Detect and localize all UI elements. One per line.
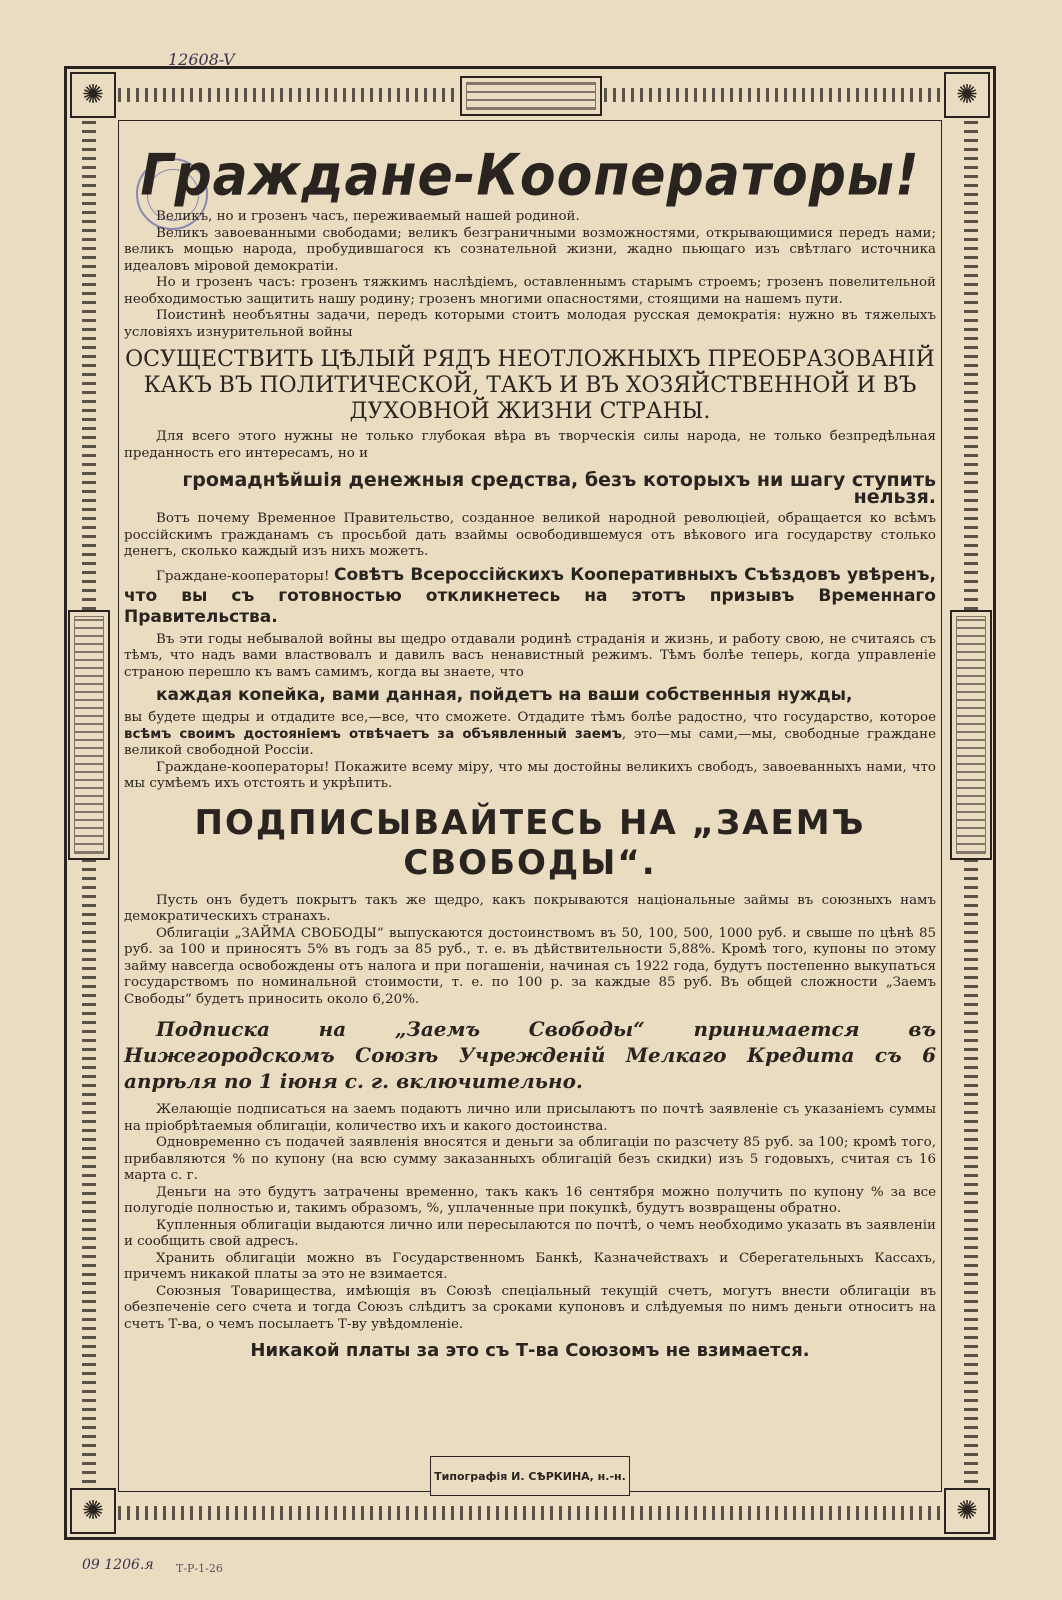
paragraph: Союзныя Товарищества, имѣющія въ Союзѣ спеціальный текущій счетъ, могутъ внести облигаціи въ обезпеченіе сего счета и тогда Союзъ слѣдитъ за сроками купоновъ и слѣдуемыя по нимъ деньги относитъ на счетъ Т-ва, о чемъ посылаетъ Т-ву увѣдомленіе. — [124, 1283, 936, 1332]
right-plaque — [950, 610, 992, 860]
council-statement: Совѣтъ Всероссійскихъ Кооперативныхъ Съѣздовъ увѣренъ, что вы съ готовностью откликнетесь на этотъ призывъ Временнаго Правительства. — [124, 564, 936, 627]
poster-title: Граждане-Кооператоры! — [140, 142, 920, 209]
paragraph: Въ эти годы небывалой войны вы щедро отдавали родинѣ страданія и жизнь, и работу свою, не считаясь съ тѣмъ, что надъ вами властвовалъ и давилъ васъ ненавистный режимъ. Тѣмъ болѣе теперь, когда управленіе страною перешло къ вамъ самимъ, когда вы знаете, что — [124, 631, 936, 680]
paragraph: Одновременно съ подачей заявленія вносятся и деньги за облигаціи по разсчету 85 руб. за 100; кромѣ того, прибавляются % по купону (на всю сумму заказанныхъ облигацій безъ скидки) изъ 5 годовыхъ, считая съ 16 марта с. г. — [124, 1135, 936, 1184]
paragraph: Поистинѣ необъятны задачи, передъ которыми стоитъ молодая русская демократія: нужно въ тяжелыхъ условіяхъ изнурительной войны — [124, 308, 936, 340]
poster-text — [124, 140, 936, 1360]
headline-subscribe: ПОДПИСЫВАЙТЕСЬ НА „ЗАЕМЪ СВОБОДЫ“. — [194, 802, 866, 883]
headline-funds: громаднѣйшія денежныя средства, безъ которыхъ ни шагу ступить нельзя. — [182, 469, 936, 508]
paragraph: Великъ завоеванными свободами; великъ безграничными возможностями, открывающимися передъ нами; великъ мощью народа, пробудившагося къ сознательной жизни, жадно пьющаго изъ свѣтлаго источника идеаловъ міровой демократіи. — [124, 225, 936, 274]
paragraph-council: Граждане-кооператоры! Совѣтъ Всероссійскихъ Кооперативныхъ Съѣздовъ увѣренъ, что вы съ готовностью откликнетесь на этотъ призывъ Временнаго Правительства. — [124, 564, 936, 627]
ornament-rosette-icon: ✺ — [70, 72, 116, 118]
inventory-number: 12608-V — [168, 50, 235, 69]
paragraph: Вотъ почему Временное Правительство, созданное великой народной революціей, обращается ко всѣмъ россійскимъ гражданамъ съ просьбой дать взаймы освободившемуся отъ вѣкового ига государству столько денегъ, сколько каждый изъ нихъ можетъ. — [124, 511, 936, 560]
headline-subscription-place: Подписка на „Заемъ Свободы“ принимается въ Нижегородскомъ Союзѣ Учрежденій Мелкаго Кредита съ 6 апрѣля по 1 іюня с. г. включительно. — [124, 1017, 936, 1094]
bottom-ornament-band — [118, 1506, 942, 1520]
printer-imprint: Типографія И. СѢРКИНА, н.-н. — [430, 1456, 630, 1496]
ornament-rosette-icon: ✺ — [944, 72, 990, 118]
paragraph: Хранить облигаціи можно въ Государственномъ Банкѣ, Казначействахъ и Сберегательныхъ Кассахъ, причемъ никакой платы за это не взимается. — [124, 1250, 936, 1283]
inventory-number-bottom: 09 1206.я — [82, 1557, 154, 1573]
headline-kopeck: каждая копейка, вами данная, пойдетъ на ваши собственныя нужды, — [156, 685, 853, 706]
inventory-code-bottom: Т-Р-1-26 — [176, 1562, 223, 1575]
paragraph: Пусть онъ будетъ покрытъ такъ же щедро, какъ покрываются національные займы въ союзныхъ намъ демократическихъ странахъ. — [124, 892, 936, 925]
paragraph: Граждане-кооператоры! Покажите всему міру, что мы достойны великихъ свободъ, завоеванныхъ нами, что мы сумѣемъ ихъ отстоять и укрѣпить. — [124, 759, 936, 792]
paragraph: Облигаціи „ЗАЙМА СВОБОДЫ“ выпускаются достоинствомъ въ 50, 100, 500, 1000 руб. и свыше по цѣнѣ 85 руб. за 100 и приносятъ 5% въ годъ за 85 руб., т. е. въ дѣйствительности 5,88%. Кромѣ того, купоны по этому займу навсегда освобождены отъ налога и при погашеніи, начиная съ 1922 года, будутъ постепенно выкупаться государствомъ по номинальной стоимости, т. е. по 100 р. за каждые 85 руб. Въ общей сложности „Заемъ Свободы“ будетъ приносить около 6,20%. — [124, 925, 936, 1007]
headline-no-fee: Никакой платы за это съ Т-ва Союзомъ не взимается. — [250, 1340, 810, 1362]
paragraph: Для всего этого нужны не только глубокая вѣра въ творческія силы народа, не только безпредѣльная преданность его интересамъ, но и — [124, 429, 936, 461]
paragraph: Деньги на это будутъ затрачены временно, такъ какъ 16 сентября можно получить по купону % за все полугодіе полностью и, такимъ образомъ, %, уплаченные при покупкѣ, будутъ возвращены обратно. — [124, 1184, 936, 1217]
paragraph: Желающіе подписаться на заемъ подаютъ лично или присылаютъ по почтѣ заявленіе съ указаніемъ суммы на пріобрѣтаемыя облигаціи, количество ихъ и какого достоинства. — [124, 1102, 936, 1134]
paragraph: Но и грозенъ часъ: грозенъ тяжкимъ наслѣдіемъ, оставленнымъ старымъ строемъ; грозенъ повелительной необходимостью защитить нашу родину; грозенъ многими опасностями, стоящими на нашемъ пути. — [124, 275, 936, 307]
paragraph: Великъ, но и грозенъ часъ, переживаемый нашей родиной. — [156, 209, 580, 225]
paragraph: Купленныя облигаціи выдаются лично или пересылаются по почтѣ, о чемъ необходимо указать въ заявленіи и сообщить свой адресъ. — [124, 1217, 936, 1250]
paragraph-state: вы будете щедры и отдадите все,—все, что сможете. Отдадите тѣмъ болѣе радостно, что государство, которое всѣмъ своимъ достояніемъ отвѣчаетъ за объявленный заемъ, это—мы сами,—мы, свободные граждане великой свободной Россіи. — [124, 710, 936, 759]
left-plaque — [68, 610, 110, 860]
top-plaque — [460, 76, 602, 116]
ornament-rosette-icon: ✺ — [944, 1488, 990, 1534]
headline-reforms: ОСУЩЕСТВИТЬ ЦѢЛЫЙ РЯДЪ НЕОТЛОЖНЫХЪ ПРЕОБРАЗОВАНІЙ КАКЪ ВЪ ПОЛИТИЧЕСКОЙ, ТАКЪ И ВЪ ХОЗЯЙСТВЕННОЙ И ВЪ ДУХОВНОЙ ЖИЗНИ СТРАНЫ. — [125, 347, 935, 425]
ornament-rosette-icon: ✺ — [70, 1488, 116, 1534]
